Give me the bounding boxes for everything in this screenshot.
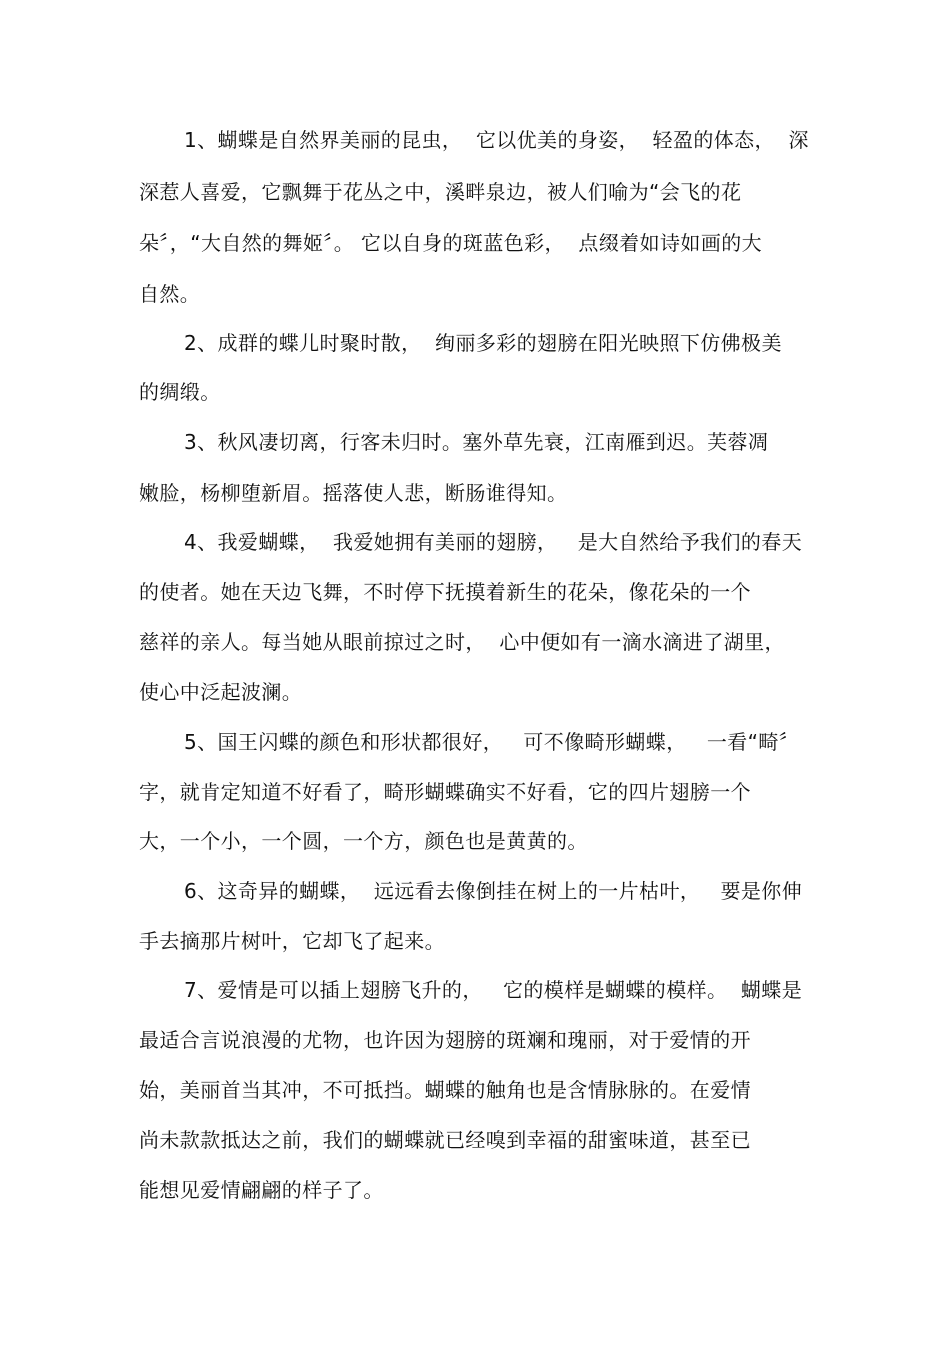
paragraph-line: 大，一个小，一个圆，一个方，颜色也是黄黄的。	[139, 829, 588, 853]
paragraph-line: 慈祥的亲人。每当她从眼前掠过之时， 心中便如有一滴水滴进了湖里，	[139, 630, 785, 654]
paragraph-line: 朵〞，“大自然的舞姬〞。 它以自身的斑蓝色彩， 点缀着如诗如画的大	[139, 231, 763, 255]
paragraph-line: 7、爱情是可以插上翅膀飞升的， 它的模样是蝴蝶的模样。 蝴蝶是	[184, 978, 803, 1002]
paragraph-line: 深惹人喜爱，它飘舞于花丛之中，溪畔泉边，被人们喻为“会飞的花	[139, 180, 742, 204]
paragraph-line: 使心中泛起波澜。	[139, 680, 303, 704]
paragraph-line: 嫩脸，杨柳堕新眉。摇落使人悲，断肠谁得知。	[139, 481, 568, 505]
paragraph-line: 6、这奇异的蝴蝶， 远远看去像倒挂在树上的一片枯叶， 要是你伸	[184, 879, 803, 903]
paragraph-line: 最适合言说浪漫的尤物，也许因为翅膀的斑斓和瑰丽，对于爱情的开	[139, 1028, 751, 1052]
paragraph-line: 的使者。她在天边飞舞，不时停下抚摸着新生的花朵，像花朵的一个	[139, 580, 751, 604]
paragraph-line: 1、蝴蝶是自然界美丽的昆虫， 它以优美的身姿， 轻盈的体态， 深	[184, 128, 809, 152]
paragraph-line: 2、成群的蝶儿时聚时散， 绚丽多彩的翅膀在阳光映照下仿佛极美	[184, 331, 782, 355]
paragraph-line: 手去摘那片树叶，它却飞了起来。	[139, 929, 445, 953]
paragraph-line: 的绸缎。	[139, 380, 221, 404]
paragraph-line: 始，美丽首当其冲，不可抵挡。蝴蝶的触角也是含情脉脉的。在爱情	[139, 1078, 751, 1102]
paragraph-line: 4、我爱蝴蝶， 我爱她拥有美丽的翅膀， 是大自然给予我们的春天	[184, 530, 803, 554]
paragraph-line: 字，就肯定知道不好看了，畸形蝴蝶确实不好看，它的四片翅膀一个	[139, 780, 751, 804]
paragraph-line: 尚未款款抵达之前，我们的蝴蝶就已经嗅到幸福的甜蜜味道，甚至已	[139, 1128, 751, 1152]
paragraph-line: 3、秋风凄切离，行客未归时。塞外草先衰，江南雁到迟。芙蓉凋	[184, 430, 769, 454]
paragraph-line: 自然。	[139, 282, 201, 306]
paragraph-line: 能想见爱情翩翩的样子了。	[139, 1178, 384, 1202]
paragraph-line: 5、国王闪蝶的颜色和形状都很好， 可不像畸形蝴蝶， 一看“畸〞	[184, 730, 800, 754]
